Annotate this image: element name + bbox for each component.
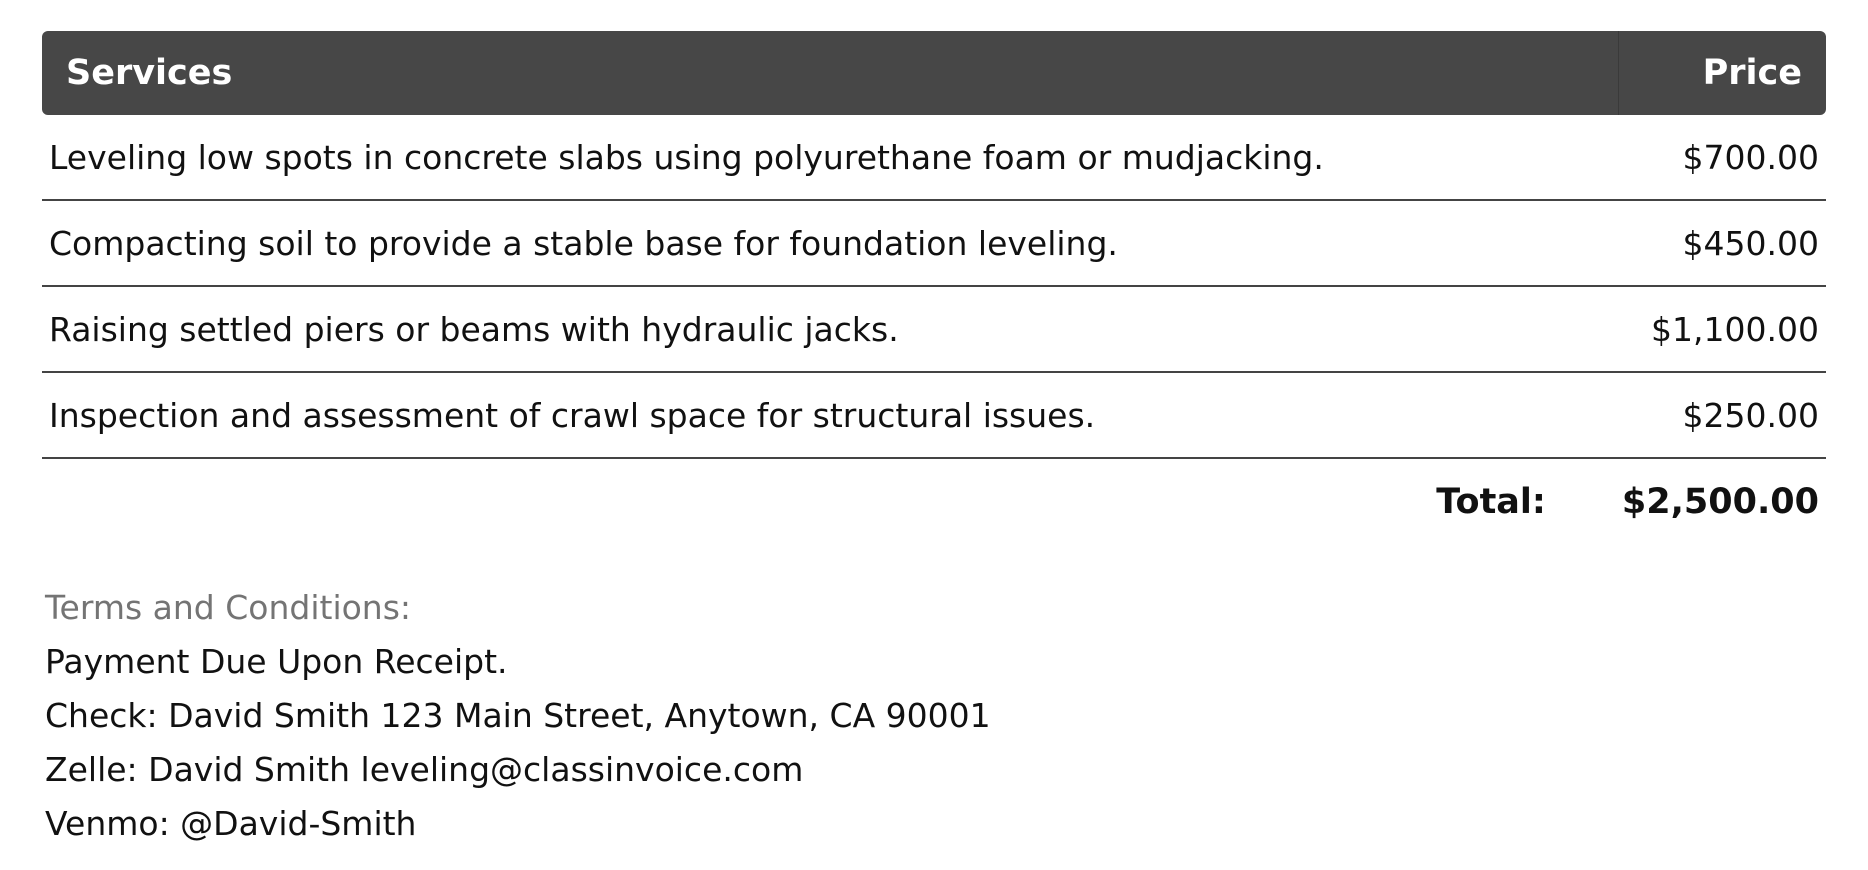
service-price: $450.00 [1618,201,1826,287]
service-price: $1,100.00 [1618,287,1826,373]
table-header [42,31,1826,115]
terms-section [42,581,1826,851]
terms-zelle: Zelle: David Smith leveling@classinvoice.com [45,750,804,789]
table-row [42,287,1826,373]
service-description: Compacting soil to provide a stable base for foundation leveling. [42,201,1618,287]
terms-payment-due: Payment Due Upon Receipt. [45,642,508,681]
service-price: $250.00 [1618,373,1826,459]
price-column-header: Price [1618,31,1826,115]
table-row [42,115,1826,201]
service-price: $700.00 [1618,115,1826,201]
table-row [42,373,1826,459]
total-label: Total: [1436,482,1546,522]
service-description: Inspection and assessment of crawl space for structural issues. [42,373,1618,459]
services-table [42,31,1826,459]
terms-title: Terms and Conditions: [45,588,412,627]
total-value: $2,500.00 [1621,482,1819,522]
services-column-header: Services [42,31,1618,115]
service-description: Raising settled piers or beams with hydraulic jacks. [42,287,1618,373]
service-description: Leveling low spots in concrete slabs using polyurethane foam or mudjacking. [42,115,1618,201]
terms-venmo: Venmo: @David-Smith [45,804,417,843]
total-row [42,459,1826,545]
table-row [42,201,1826,287]
terms-check: Check: David Smith 123 Main Street, Anytown, CA 90001 [45,696,991,735]
invoice-body [42,31,1826,851]
